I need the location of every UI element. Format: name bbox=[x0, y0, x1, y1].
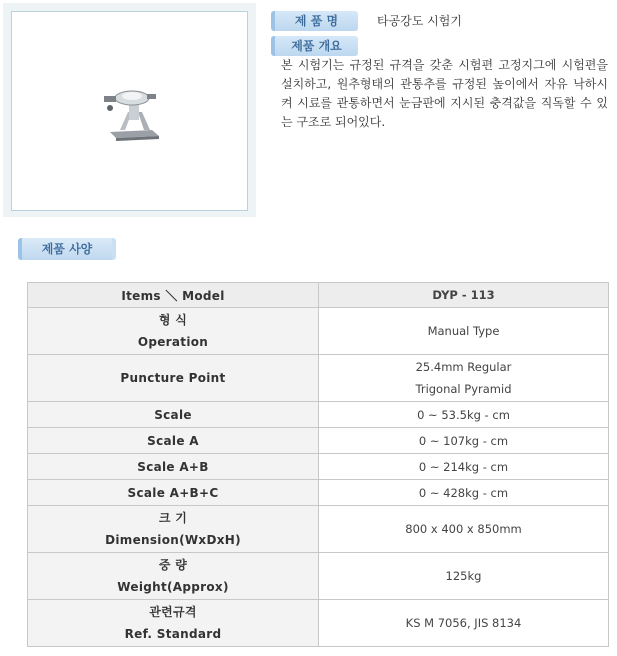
impact-tester-illustration bbox=[12, 12, 247, 210]
spec-key: Puncture Point bbox=[28, 355, 319, 402]
spec-value: 125kg bbox=[319, 553, 609, 600]
spec-key-line2: Weight(Approx) bbox=[117, 580, 229, 594]
table-row bbox=[28, 553, 609, 600]
product-name-tag: 제 품 명 bbox=[271, 11, 358, 31]
table-row bbox=[28, 600, 609, 647]
spec-value: 0 ~ 107kg - cm bbox=[319, 428, 609, 454]
spec-key-line2: Ref. Standard bbox=[124, 627, 222, 641]
spec-table bbox=[27, 282, 609, 647]
spec-value bbox=[319, 355, 609, 402]
spec-header-row bbox=[28, 283, 609, 308]
spec-key bbox=[28, 553, 319, 600]
spec-key-line1: 형 식 bbox=[158, 313, 188, 327]
spec-key: Scale A bbox=[28, 428, 319, 454]
spec-header-model: DYP - 113 bbox=[319, 283, 609, 308]
table-row bbox=[28, 480, 609, 506]
table-row bbox=[28, 402, 609, 428]
spec-value-line1: 25.4mm Regular bbox=[415, 360, 512, 374]
table-row bbox=[28, 355, 609, 402]
spec-value: 0 ~ 53.5kg - cm bbox=[319, 402, 609, 428]
spec-value: 800 x 400 x 850mm bbox=[319, 506, 609, 553]
table-row bbox=[28, 506, 609, 553]
table-row bbox=[28, 454, 609, 480]
spec-header-key: Items ＼ Model bbox=[28, 283, 319, 308]
spec-value: 0 ~ 214kg - cm bbox=[319, 454, 609, 480]
spec-key bbox=[28, 600, 319, 647]
spec-value: 0 ~ 428kg - cm bbox=[319, 480, 609, 506]
product-spec-tag: 제품 사양 bbox=[18, 238, 116, 260]
product-name: 타공강도 시험기 bbox=[377, 14, 462, 28]
product-overview-text: 본 시험기는 규정된 규격을 갖춘 시험편 고정지그에 시험편을 설치하고, 원추형태의 관통추를 규정된 높이에서 자유 낙하시켜 시료를 관통하면서 눈금판에 지시된 충격값을 직독할 수 있는 구조로 되어있다. bbox=[281, 58, 608, 129]
spec-key-line1: 관련규격 bbox=[149, 605, 197, 619]
spec-key bbox=[28, 308, 319, 355]
spec-key bbox=[28, 506, 319, 553]
product-photo bbox=[11, 11, 248, 211]
spec-key-line1: 중 량 bbox=[158, 558, 188, 572]
spec-key-line1: 크 기 bbox=[158, 511, 188, 525]
product-overview-tag: 제품 개요 bbox=[271, 36, 358, 56]
table-row bbox=[28, 428, 609, 454]
spec-key-line2: Operation bbox=[137, 335, 209, 349]
spec-key: Scale bbox=[28, 402, 319, 428]
spec-key: Scale A+B bbox=[28, 454, 319, 480]
product-photo-frame bbox=[3, 3, 256, 217]
spec-value: KS M 7056, JIS 8134 bbox=[319, 600, 609, 647]
spec-value-line2: Trigonal Pyramid bbox=[415, 382, 512, 396]
spec-value: Manual Type bbox=[319, 308, 609, 355]
spec-key: Scale A+B+C bbox=[28, 480, 319, 506]
table-row bbox=[28, 308, 609, 355]
spec-key-line2: Dimension(WxDxH) bbox=[105, 533, 241, 547]
